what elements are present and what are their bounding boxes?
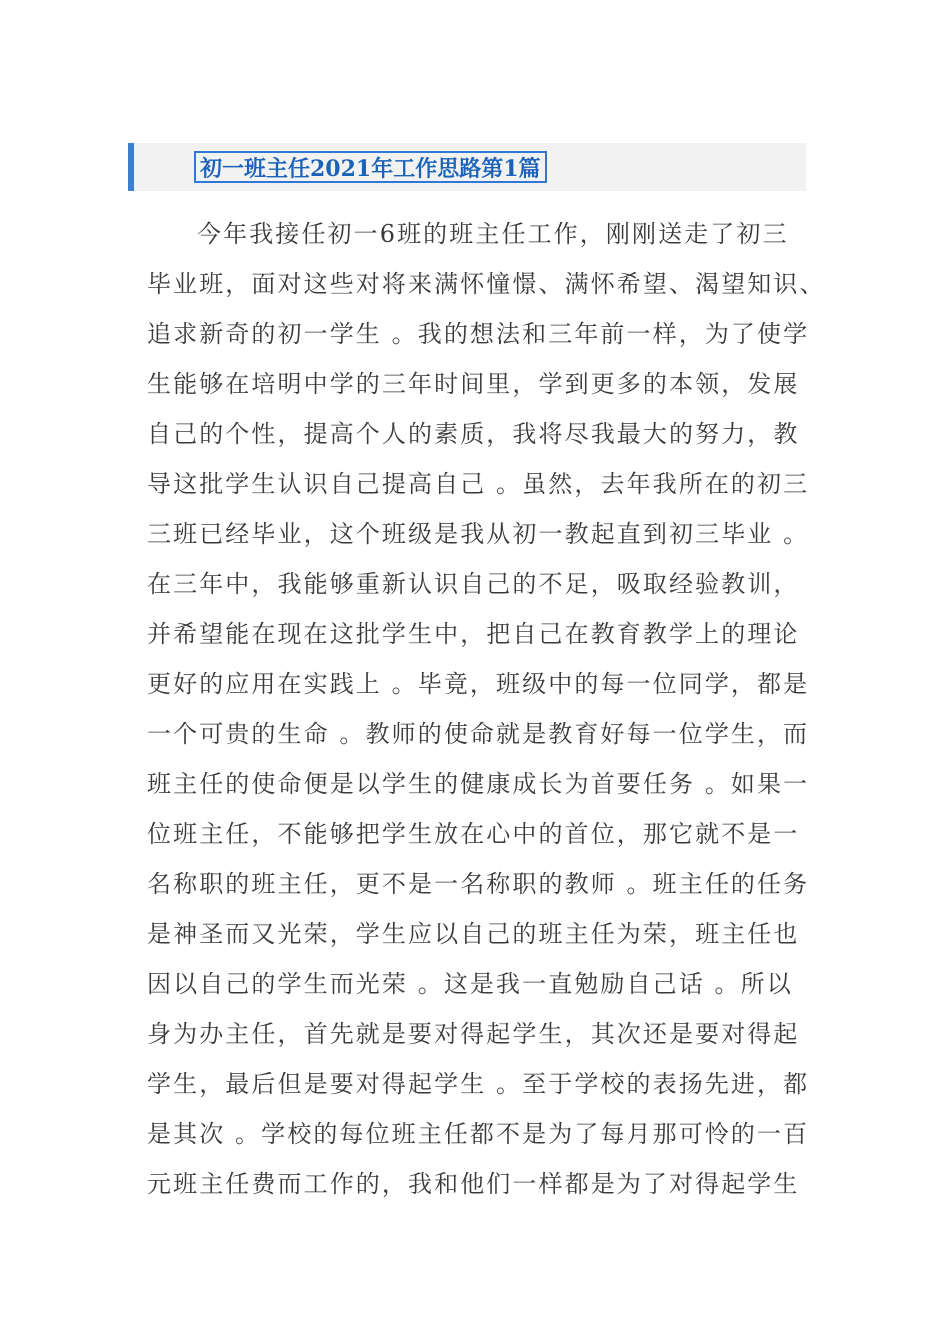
title-box xyxy=(194,151,547,183)
text-line: 班主任的使命便是以学生的健康成长为首要任务 。如果一 xyxy=(147,770,810,798)
text-line: 名称职的班主任，更不是一名称职的教师 。班主任的任务 xyxy=(147,870,810,898)
document-title: 初一班主任2021年工作思路第1篇 xyxy=(200,155,541,182)
text-line: 是神圣而又光荣，学生应以自己的班主任为荣，班主任也 xyxy=(147,920,800,948)
text-line: 导这批学生认识自己提高自己 。虽然，去年我所在的初三 xyxy=(147,470,810,498)
text-line: 三班已经毕业，这个班级是我从初一教起直到初三毕业 。 xyxy=(147,520,810,548)
title-banner xyxy=(128,143,806,191)
text-line: 身为办主任，首先就是要对得起学生，其次还是要对得起 xyxy=(147,1020,800,1048)
text-line: 追求新奇的初一学生 。我的想法和三年前一样，为了使学 xyxy=(147,320,810,348)
text-line: 毕业班，面对这些对将来满怀憧憬、满怀希望、渴望知识、 xyxy=(147,270,826,298)
text-line: 学生，最后但是要对得起学生 。至于学校的表扬先进，都 xyxy=(147,1070,810,1098)
text-line: 生能够在培明中学的三年时间里，学到更多的本领，发展 xyxy=(147,370,800,398)
title-accent-bar xyxy=(128,143,134,191)
text-line: 位班主任，不能够把学生放在心中的首位，那它就不是一 xyxy=(147,820,800,848)
text-line: 今年我接任初一6班的班主任工作，刚刚送走了初三 xyxy=(197,220,789,248)
text-line: 元班主任费而工作的，我和他们一样都是为了对得起学生 xyxy=(147,1170,800,1198)
text-line: 在三年中，我能够重新认识自己的不足，吸取经验教训， xyxy=(147,570,800,598)
text-line: 并希望能在现在这批学生中，把自己在教育教学上的理论 xyxy=(147,620,800,648)
body-paragraph xyxy=(147,209,826,1209)
text-line: 因以自己的学生而光荣 。这是我一直勉励自己话 。所以 xyxy=(147,970,793,998)
text-line: 是其次 。学校的每位班主任都不是为了每月那可怜的一百 xyxy=(147,1120,810,1148)
text-line: 一个可贵的生命 。教师的使命就是教育好每一位学生，而 xyxy=(147,720,810,748)
text-line: 自己的个性，提高个人的素质，我将尽我最大的努力，教 xyxy=(147,420,800,448)
text-line: 更好的应用在实践上 。毕竟，班级中的每一位同学，都是 xyxy=(147,670,810,698)
